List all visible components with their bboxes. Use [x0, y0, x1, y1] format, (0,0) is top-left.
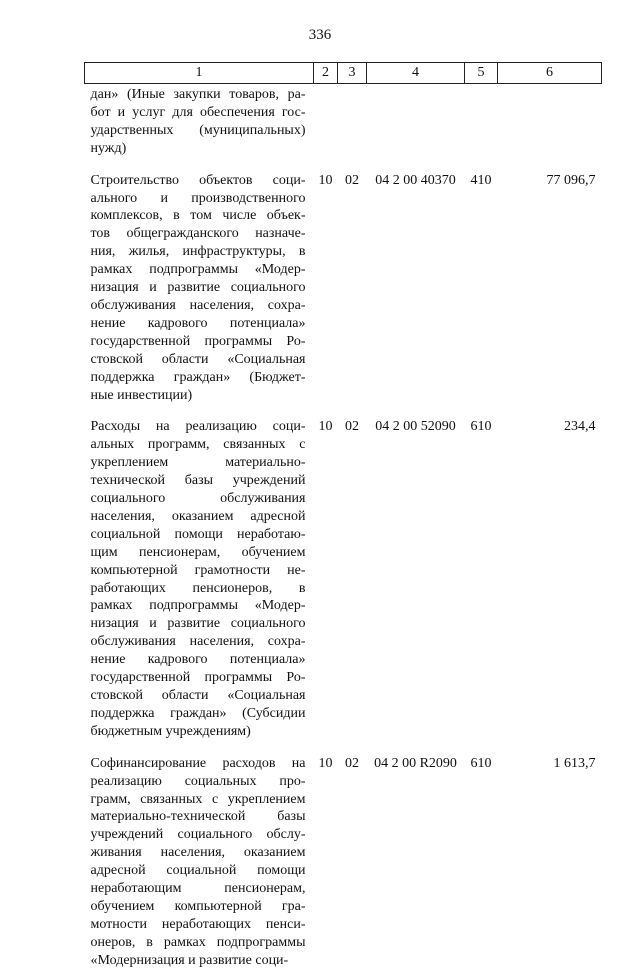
table-row	[85, 84, 602, 158]
description-line: низация и развитие социального	[90, 616, 306, 632]
header-col-6: 6	[498, 63, 602, 84]
description-line: Строительство объектов соци-	[90, 172, 306, 188]
description-line: Софинансирование расходов на	[90, 755, 306, 771]
table-row	[85, 404, 602, 740]
description-line: стовской области «Социальная	[90, 688, 306, 703]
expense-type: 610	[470, 755, 492, 771]
header-col-5: 5	[465, 63, 498, 84]
table-row	[85, 741, 602, 970]
budget-table	[84, 62, 602, 970]
row-description	[85, 404, 314, 740]
description-line: работающих пенсионеров, в	[90, 580, 306, 596]
description-line: мотности неработающих пенси-	[90, 916, 306, 932]
description-line: реализацию социальных про-	[90, 773, 306, 789]
amount: 1 613,7	[553, 755, 596, 771]
expense-type	[465, 84, 498, 158]
target-article: 04 2 00 52090	[375, 419, 456, 435]
description-line: дан» (Иные закупки товаров, ра-	[90, 87, 306, 102]
amount: 234,4	[564, 419, 596, 435]
description-line: социальной помощи неработаю-	[90, 526, 306, 542]
description-line: тов общегражданского назначе-	[90, 226, 306, 242]
description-line: бюджетным учреждениям)	[90, 723, 251, 739]
description-line: укреплением материально-	[90, 455, 306, 471]
description-line: поддержка граждан» (Бюджет-	[90, 369, 306, 385]
description-line: рамках подпрограммы «Модер-	[90, 598, 306, 614]
amount	[498, 84, 602, 158]
subsection-code: 02	[345, 755, 359, 771]
description-line: онеров, в рамках подпрограммы	[90, 934, 306, 950]
description-line: адресной социальной помощи	[90, 863, 306, 879]
description-line: ния, жилья, инфраструктуры, в	[90, 244, 306, 260]
table-row	[85, 158, 602, 405]
header-col-3: 3	[338, 63, 367, 84]
description-line: государственной программы Ро-	[90, 670, 306, 686]
description-line: ального и производственного	[90, 190, 306, 206]
expense-type: 410	[470, 172, 492, 188]
description-line: комплексов, в том числе объек-	[90, 208, 306, 224]
description-line: поддержка граждан» (Субсидии	[90, 705, 306, 721]
header-row	[85, 63, 602, 84]
section-code: 10	[318, 172, 333, 188]
description-line: нение кадрового потенциала»	[90, 652, 306, 668]
description-line: ударственных (муниципальных)	[90, 122, 306, 138]
description-line: живания населения, оказанием	[90, 845, 306, 861]
section-code	[314, 84, 338, 158]
description-line: учреждений социального обслу-	[90, 827, 306, 843]
description-line: неработающим пенсионерам,	[90, 881, 306, 897]
section-code: 10	[318, 755, 333, 771]
description-line: социального обслуживания	[90, 491, 306, 507]
row-description	[85, 741, 314, 970]
description-line: «Модернизация и развитие соци-	[90, 952, 289, 968]
expense-type: 610	[470, 419, 492, 435]
description-line: Расходы на реализацию соци-	[90, 419, 306, 435]
subsection-code	[338, 84, 367, 158]
description-line: материально-технической базы	[90, 809, 306, 825]
target-article: 04 2 00 R2090	[374, 755, 457, 771]
header-col-1: 1	[85, 63, 314, 84]
header-col-2: 2	[314, 63, 338, 84]
description-line: грамм, связанных с укреплением	[90, 791, 306, 807]
target-article: 04 2 00 40370	[375, 172, 456, 188]
subsection-code: 02	[345, 172, 359, 188]
header-col-4: 4	[367, 63, 465, 84]
description-line: нение кадрового потенциала»	[90, 315, 306, 331]
section-code: 10	[318, 419, 333, 435]
description-line: компьютерной грамотности не-	[90, 562, 306, 578]
description-line: обслуживания населения, сохра-	[90, 297, 306, 313]
description-line: нужд)	[90, 140, 127, 156]
description-line: обслуживания населения, сохра-	[90, 634, 306, 650]
description-line: ные инвестиции)	[90, 387, 193, 403]
description-line: технической базы учреждений	[90, 473, 306, 489]
description-line: щим пенсионерам, обучением	[90, 544, 306, 560]
amount: 77 096,7	[546, 172, 596, 188]
description-line: низация и развитие социального	[90, 280, 306, 296]
description-line: рамках подпрограммы «Модер-	[90, 262, 306, 278]
page-number: 336	[308, 27, 332, 43]
subsection-code: 02	[345, 419, 359, 435]
description-line: государственной программы Ро-	[90, 333, 306, 349]
row-description	[85, 158, 314, 405]
description-line: населения, оказанием адресной	[90, 508, 306, 524]
description-line: альных программ, связанных с	[90, 437, 306, 453]
description-line: бот и услуг для обеспечения гос-	[90, 104, 306, 120]
description-line: обучением компьютерной гра-	[90, 898, 306, 914]
target-article	[367, 84, 465, 158]
description-line: стовской области «Социальная	[90, 351, 306, 367]
row-description	[85, 84, 314, 158]
